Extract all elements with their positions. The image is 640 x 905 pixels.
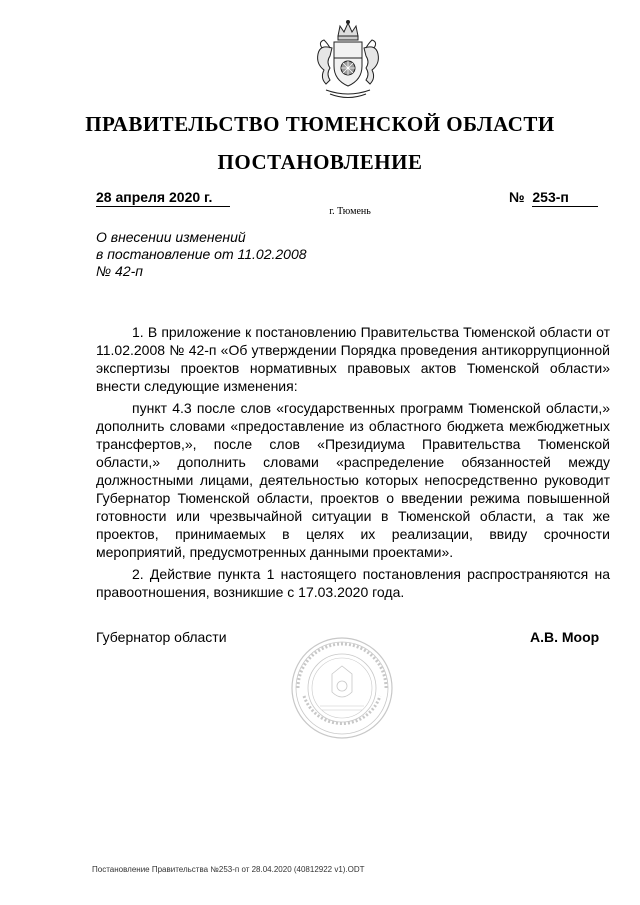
paragraph: пункт 4.3 после слов «государственных программ Тюменской области,» дополнить словами «предоставление из областного бюджета межбюджетных трансфертов,», после слов «Президиума Правительства Тюменской области,» дополнить словами «распределение обязанностей между должностными лицами, деятельностью которых непосредственно руководит Губернатор Тюменской области, проектов о введении режима повышенной готовности или чрезвычайной ситуации в Тюменской области, а так же проектов, принимаемых в целях их реализации, ввиду срочности мероприятий, предусмотренных данными проектами». (96, 400, 610, 560)
city: г. Тюмень (329, 206, 371, 217)
document-number (509, 189, 605, 207)
tyumen-coat-of-arms-icon (308, 18, 388, 102)
paragraph: 2. Действие пункта 1 настоящего постановления распространяются на правоотношения, возникшие с 17.03.2020 года. (96, 566, 610, 600)
official-seal-icon (290, 636, 394, 740)
document-type: ПОСТАНОВЛЕНИЕ (217, 150, 423, 174)
subject-block (96, 229, 307, 280)
number-value: 253-п (532, 189, 598, 207)
subject-line: О внесении изменений (96, 229, 246, 245)
signatory-position: Губернатор области (96, 629, 227, 645)
footer-filename: Постановление Правительства №253-п от 28.04.2020 (40812922 v1).ODT (92, 865, 365, 874)
subject-line: № 42-п (96, 263, 143, 279)
number-label: № (509, 189, 525, 205)
document-body (96, 323, 610, 605)
paragraph: 1. В приложение к постановлению Правительства Тюменской области от 11.02.2008 № 42-п «Об утверждении Порядка проведения антикоррупционной экспертизы проектов нормативных правовых актов Тюменской области» внести следующие изменения: (96, 324, 610, 394)
subject-line: в постановление от 11.02.2008 (96, 246, 307, 262)
government-title: ПРАВИТЕЛЬСТВО ТЮМЕНСКОЙ ОБЛАСТИ (85, 112, 555, 136)
document-date: 28 апреля 2020 г. (96, 189, 230, 207)
signatory-name: А.В. Моор (530, 629, 600, 645)
